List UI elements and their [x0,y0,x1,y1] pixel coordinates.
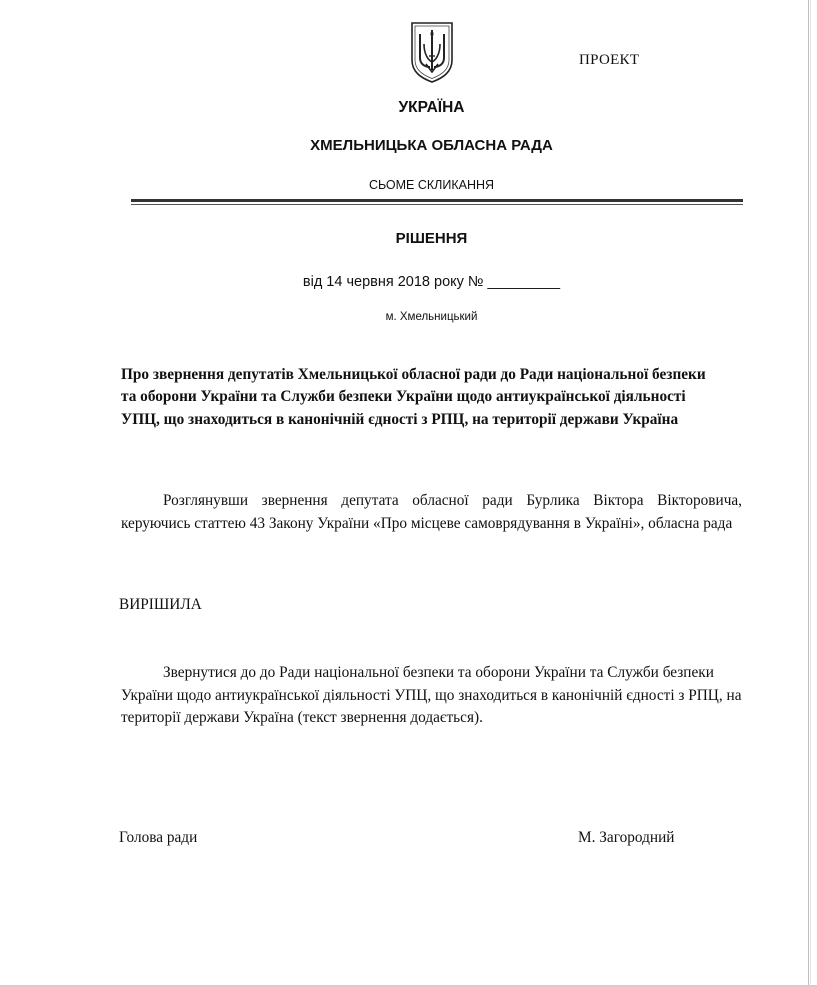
resolution-paragraph: Звернутися до до Ради національної безпеки та оборони України та Служби безпеки України щодо антиукраїнської діяльності УПЦ, що знаходиться в канонічній єдності з РПЦ, на території держави Україна (текст звернення додається). [121,664,742,726]
decision-date-line: від 14 червня 2018 року № _________ [302,274,561,290]
decision-title: Про звернення депутатів Хмельницької обласної ради до Ради національної безпеки та оборони України та Служби безпеки України щодо антиукраїнської діяльності УПЦ, що знаходиться в канонічній єдності з РПЦ, на території держави Україна [121,366,706,428]
preamble-paragraph: Розглянувши звернення депутата обласної ради Бурлика Віктора Вікторовича, керуючись статтею 43 Закону України «Про місцеве самоврядування в Україні», обласна рада [121,492,742,532]
trident-coat-of-arms-icon [409,20,455,84]
signatory-position: Голова ради [119,829,198,846]
resolved-heading: ВИРІШИЛА [119,596,202,613]
decision-city: м. Хмельницький [385,311,478,323]
convocation-label: СЬОМЕ СКЛИКАННЯ [368,178,495,192]
signatory-name: М. Загородний [578,829,675,846]
council-title: ХМЕЛЬНИЦЬКА ОБЛАСНА РАДА [310,137,553,154]
country-title: УКРАЇНА [398,99,465,116]
decision-heading: РІШЕННЯ [395,230,468,247]
draft-status-label: ПРОЕКТ [579,52,640,68]
header-divider-thin [131,204,743,205]
header-divider-thick [131,199,743,202]
